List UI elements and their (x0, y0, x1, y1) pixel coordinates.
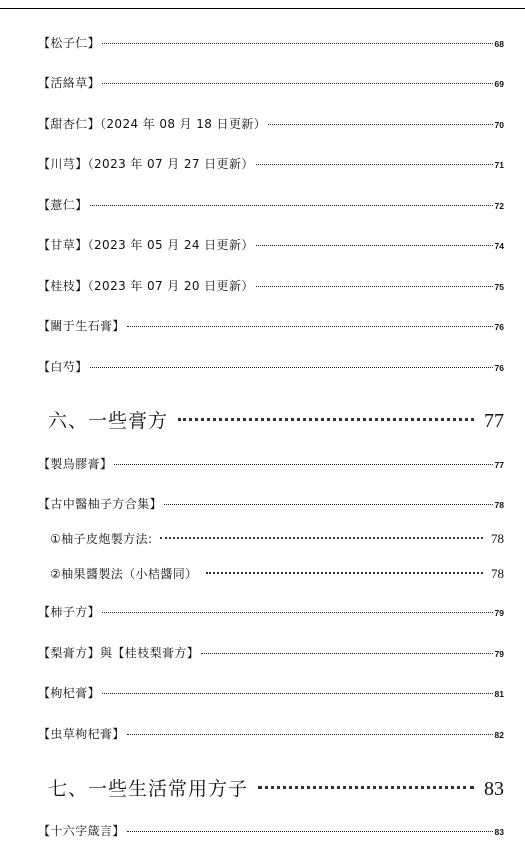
section-page: 83 (484, 778, 504, 800)
entry-page: 78 (494, 500, 504, 510)
dot-leader (127, 733, 493, 735)
dot-leader (201, 652, 492, 654)
toc-entry-cordyceps-goji[interactable] (38, 725, 504, 742)
entry-page: 83 (494, 827, 504, 837)
entry-page: 78 (491, 531, 504, 546)
entry-page: 71 (494, 160, 504, 170)
entry-page: 74 (494, 241, 504, 251)
entry-title: 【白芍】 (38, 360, 88, 374)
dot-leader (268, 123, 492, 125)
entry-title: 【柿子方】 (38, 605, 101, 619)
dot-leader (127, 325, 493, 327)
entry-title: 【甘草】（2023 年 05 月 24 日更新） (38, 238, 254, 252)
dot-leader (256, 244, 493, 246)
dot-leader (114, 463, 492, 465)
dot-leader (258, 785, 474, 789)
entry-page: 79 (494, 608, 504, 618)
toc-entry-sweet-almond[interactable] (38, 115, 504, 132)
dot-leader (164, 503, 493, 505)
dot-leader (102, 42, 493, 44)
entry-title: ①柚子皮炮製方法: (50, 532, 153, 546)
entry-title: 【薏仁】 (38, 198, 88, 212)
entry-page: 78 (491, 566, 504, 581)
dot-leader (102, 692, 493, 694)
entry-page: 70 (494, 120, 504, 130)
section-heading-6[interactable] (48, 406, 504, 433)
entry-page: 76 (494, 363, 504, 373)
section-page: 77 (484, 410, 504, 432)
toc-entry-chuanxiong[interactable] (38, 155, 504, 172)
entry-page: 76 (494, 322, 504, 332)
toc-entry-licorice[interactable] (38, 236, 504, 253)
dot-leader (102, 611, 493, 613)
toc-entry-huoluo-grass[interactable] (38, 74, 504, 91)
entry-title: 【梨膏方】與【桂枝梨膏方】 (38, 646, 200, 660)
toc-entry-goji-syrup[interactable] (38, 684, 504, 701)
dot-leader (102, 82, 493, 84)
entry-page: 75 (494, 282, 504, 292)
dot-leader (90, 204, 493, 206)
dot-leader (256, 285, 493, 287)
toc-entry-persimmon[interactable] (38, 603, 504, 620)
entry-page: 72 (494, 201, 504, 211)
toc-entry-pomelo-collection[interactable] (38, 495, 504, 512)
toc-entry-coix-seed[interactable] (38, 196, 504, 213)
entry-title: 【古中醫柚子方合集】 (38, 497, 163, 511)
toc-subentry-pomelo-jam[interactable] (50, 565, 504, 582)
dot-leader (127, 830, 493, 832)
top-rule (0, 8, 525, 9)
entry-title: ②柚果醬製法（小桔醬同） (50, 567, 198, 581)
dot-leader (90, 366, 493, 368)
toc-entry-pine-nut[interactable] (38, 34, 504, 51)
toc-entry-white-peony[interactable] (38, 358, 504, 375)
dot-leader (256, 163, 493, 165)
entry-page: 79 (494, 649, 504, 659)
entry-title: 【活絡草】 (38, 76, 101, 90)
section-heading-7[interactable] (48, 774, 504, 801)
dot-leader (206, 571, 483, 574)
entry-title: 【川芎】（2023 年 07 月 27 日更新） (38, 157, 254, 171)
toc-entry-cinnamon-twig[interactable] (38, 277, 504, 294)
entry-page: 82 (494, 730, 504, 740)
entry-title: 【十六字箴言】 (38, 824, 125, 838)
entry-title: 【松子仁】 (38, 36, 101, 50)
entry-page: 81 (494, 689, 504, 699)
dot-leader (160, 536, 483, 539)
section-title: 六、一些膏方 (48, 410, 169, 432)
toc-entry-wuying-jelly[interactable] (38, 455, 504, 472)
toc-subentry-pomelo-peel[interactable] (50, 530, 504, 547)
entry-title: 【關于生石膏】 (38, 319, 125, 333)
toc-entry-sixteen-character-motto[interactable] (38, 822, 504, 839)
entry-title: 【虫草枸杞膏】 (38, 727, 125, 741)
entry-page: 68 (494, 39, 504, 49)
entry-title: 【桂枝】（2023 年 07 月 20 日更新） (38, 279, 254, 293)
entry-page: 77 (494, 460, 504, 470)
entry-title: 【枸杞膏】 (38, 686, 101, 700)
dot-leader (178, 417, 474, 421)
entry-title: 【甜杏仁】（2024 年 08 月 18 日更新） (38, 117, 267, 131)
section-title: 七、一些生活常用方子 (48, 778, 249, 800)
toc-entry-pear-syrup[interactable] (38, 644, 504, 661)
entry-title: 【製烏膠膏】 (38, 457, 113, 471)
toc-entry-raw-gypsum[interactable] (38, 317, 504, 334)
entry-page: 69 (494, 79, 504, 89)
